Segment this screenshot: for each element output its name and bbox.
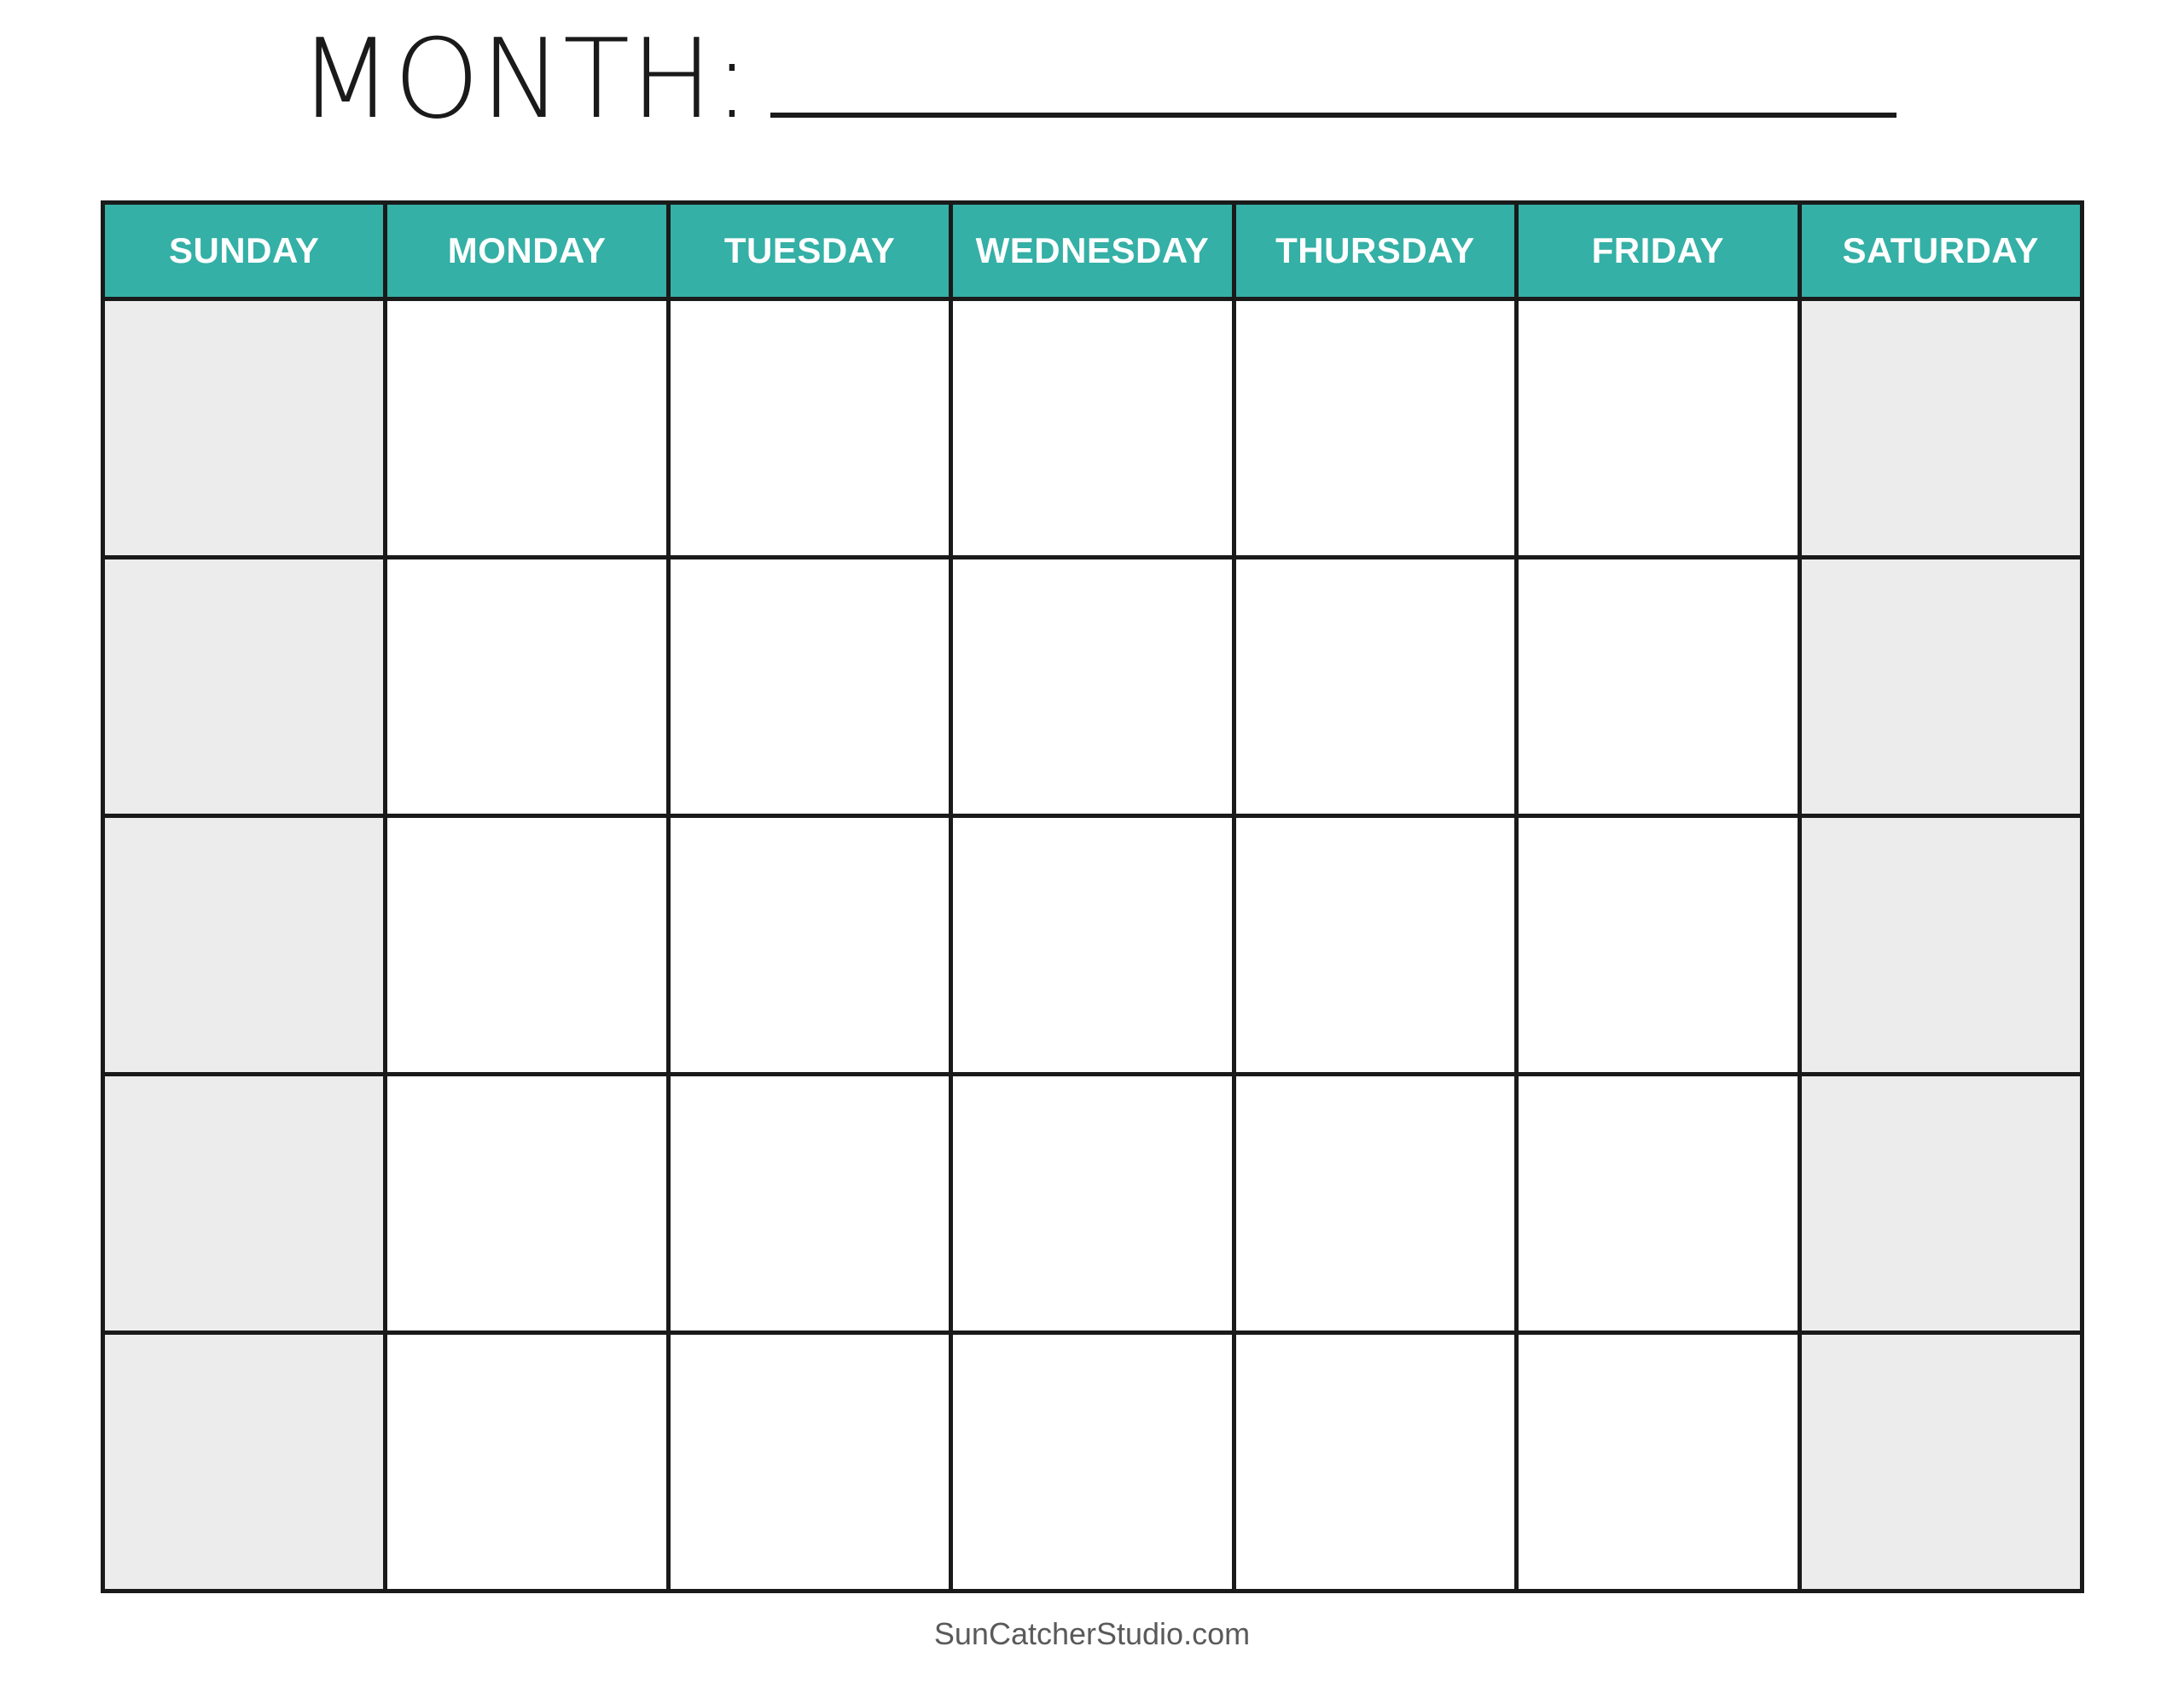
calendar-day-cell[interactable] — [105, 1076, 387, 1330]
calendar-day-cell[interactable] — [1802, 301, 2080, 555]
weekday-header-saturday: SATURDAY — [1802, 205, 2080, 297]
calendar-week-row — [105, 1330, 2080, 1589]
calendar-day-cell[interactable] — [1236, 1076, 1519, 1330]
calendar-day-cell[interactable] — [671, 559, 953, 814]
calendar-week-row — [105, 814, 2080, 1072]
calendar-day-cell[interactable] — [953, 301, 1235, 555]
calendar-day-cell[interactable] — [1236, 559, 1519, 814]
calendar-day-cell[interactable] — [105, 301, 387, 555]
calendar-day-cell[interactable] — [387, 818, 670, 1072]
calendar-day-cell[interactable] — [1519, 818, 1801, 1072]
calendar-day-cell[interactable] — [1236, 1335, 1519, 1589]
calendar-day-cell[interactable] — [1519, 301, 1801, 555]
calendar-day-cell[interactable] — [671, 818, 953, 1072]
calendar-day-cell[interactable] — [671, 1076, 953, 1330]
weekday-header-friday: FRIDAY — [1519, 205, 1801, 297]
page-title: MONTH: — [299, 16, 752, 143]
month-write-in-line[interactable] — [770, 113, 1896, 118]
weekday-header-row — [105, 205, 2080, 297]
calendar-day-cell[interactable] — [1802, 559, 2080, 814]
weekday-header-sunday: SUNDAY — [105, 205, 387, 297]
calendar-day-cell[interactable] — [953, 1335, 1235, 1589]
calendar-week-row — [105, 297, 2080, 555]
weekday-header-tuesday: TUESDAY — [671, 205, 953, 297]
calendar-day-cell[interactable] — [105, 1335, 387, 1589]
weekday-header-wednesday: WEDNESDAY — [953, 205, 1235, 297]
calendar-day-cell[interactable] — [1802, 818, 2080, 1072]
calendar-day-cell[interactable] — [1519, 559, 1801, 814]
weekday-header-monday: MONDAY — [387, 205, 670, 297]
calendar-day-cell[interactable] — [671, 301, 953, 555]
calendar-day-cell[interactable] — [387, 559, 670, 814]
calendar-day-cell[interactable] — [387, 1335, 670, 1589]
calendar-day-cell[interactable] — [1236, 301, 1519, 555]
weekday-header-thursday: THURSDAY — [1236, 205, 1519, 297]
footer-credit: SunCatcherStudio.com — [933, 1616, 1251, 1651]
calendar-day-cell[interactable] — [1236, 818, 1519, 1072]
calendar-day-cell[interactable] — [953, 559, 1235, 814]
calendar-day-cell[interactable] — [387, 1076, 670, 1330]
calendar-day-cell[interactable] — [105, 818, 387, 1072]
calendar-day-cell[interactable] — [953, 818, 1235, 1072]
calendar-day-cell[interactable] — [1519, 1076, 1801, 1330]
calendar-day-cell[interactable] — [953, 1076, 1235, 1330]
calendar-week-row — [105, 555, 2080, 814]
calendar-grid — [101, 200, 2084, 1593]
calendar-day-cell[interactable] — [1802, 1076, 2080, 1330]
calendar-day-cell[interactable] — [671, 1335, 953, 1589]
calendar-day-cell[interactable] — [1519, 1335, 1801, 1589]
calendar-day-cell[interactable] — [387, 301, 670, 555]
calendar-day-cell[interactable] — [105, 559, 387, 814]
month-title-row — [299, 16, 1896, 143]
calendar-week-row — [105, 1072, 2080, 1330]
calendar-day-cell[interactable] — [1802, 1335, 2080, 1589]
